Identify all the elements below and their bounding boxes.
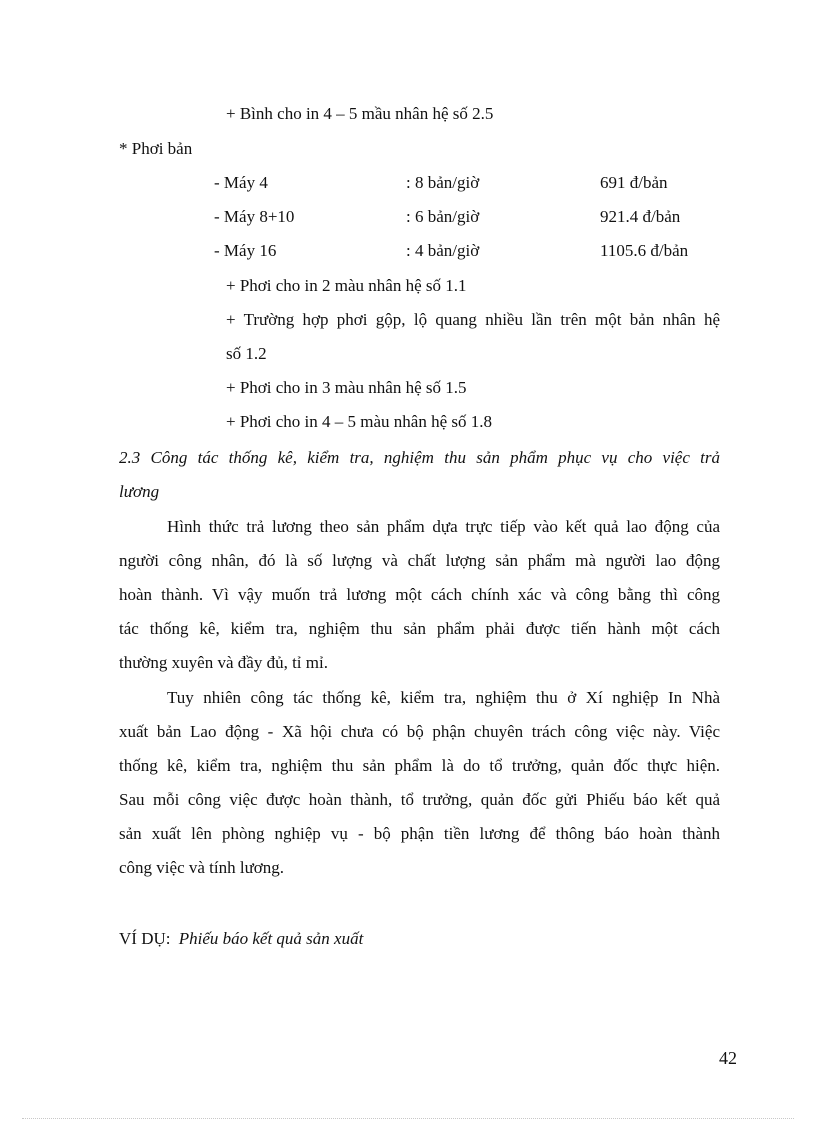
page-bottom-divider <box>22 1118 794 1119</box>
example-heading <box>119 929 363 949</box>
machine-price: 691 đ/bản <box>600 173 668 192</box>
paragraph-line: hoàn thành. Vì vậy muốn trả lương một cách chính xác và công bằng thì công <box>119 585 720 604</box>
phoi-note: số 1.2 <box>226 344 267 363</box>
paragraph-line: tác thống kê, kiểm tra, nghiệm thu sản phẩm phải được tiến hành một cách <box>119 619 720 638</box>
paragraph-line: xuất bản Lao động - Xã hội chưa có bộ phận chuyên trách công việc này. Việc <box>119 722 720 741</box>
paragraph-line: người công nhân, đó là số lượng và chất lượng sản phẩm mà người lao động <box>119 551 720 570</box>
phoi-note: + Trường hợp phơi gộp, lộ quang nhiều lần trên một bản nhân hệ <box>226 310 720 329</box>
phoi-heading: * Phơi bản <box>119 139 193 158</box>
machine-name: - Máy 4 <box>214 173 268 192</box>
paragraph-line: sản xuất lên phòng nghiệp vụ - bộ phận tiền lương để thông báo hoàn thành <box>119 824 720 843</box>
machine-name: - Máy 8+10 <box>214 207 295 226</box>
paragraph-line: Hình thức trả lương theo sản phẩm dựa trực tiếp vào kết quả lao động của <box>167 517 720 536</box>
binh-note: + Bình cho in 4 – 5 mầu nhân hệ số 2.5 <box>226 104 494 123</box>
paragraph-line: Tuy nhiên công tác thống kê, kiểm tra, nghiệm thu ở Xí nghiệp In Nhà <box>167 688 720 707</box>
paragraph-line: thường xuyên và đầy đủ, tỉ mỉ. <box>119 653 328 672</box>
example-label: VÍ DỤ: <box>119 929 171 948</box>
section-title: 2.3 Công tác thống kê, kiểm tra, nghiệm thu sản phẩm phục vụ cho việc trả <box>119 448 720 467</box>
paragraph-line: công việc và tính lương. <box>119 858 285 877</box>
machine-price: 921.4 đ/bản <box>600 207 681 226</box>
machine-name: - Máy 16 <box>214 241 277 260</box>
machine-rate: : 6 bản/giờ <box>406 207 480 226</box>
paragraph-line: Sau mỗi công việc được hoàn thành, tổ trưởng, quản đốc gửi Phiếu báo kết quả <box>119 790 720 809</box>
paragraph-line: thống kê, kiểm tra, nghiệm thu sản phẩm là do tổ trưởng, quản đốc thực hiện. <box>119 756 720 775</box>
phoi-note: + Phơi cho in 4 – 5 màu nhân hệ số 1.8 <box>226 412 492 431</box>
machine-rate: : 4 bản/giờ <box>406 241 480 260</box>
machine-rate: : 8 bản/giờ <box>406 173 480 192</box>
machine-price: 1105.6 đ/bản <box>600 241 689 260</box>
phoi-note: + Phơi cho in 3 màu nhân hệ số 1.5 <box>226 378 467 397</box>
section-title-cont: lương <box>119 482 160 501</box>
page-number: 42 <box>719 1048 737 1068</box>
phoi-note: + Phơi cho in 2 màu nhân hệ số 1.1 <box>226 276 467 295</box>
example-text: Phiếu báo kết quả sản xuất <box>178 929 364 948</box>
